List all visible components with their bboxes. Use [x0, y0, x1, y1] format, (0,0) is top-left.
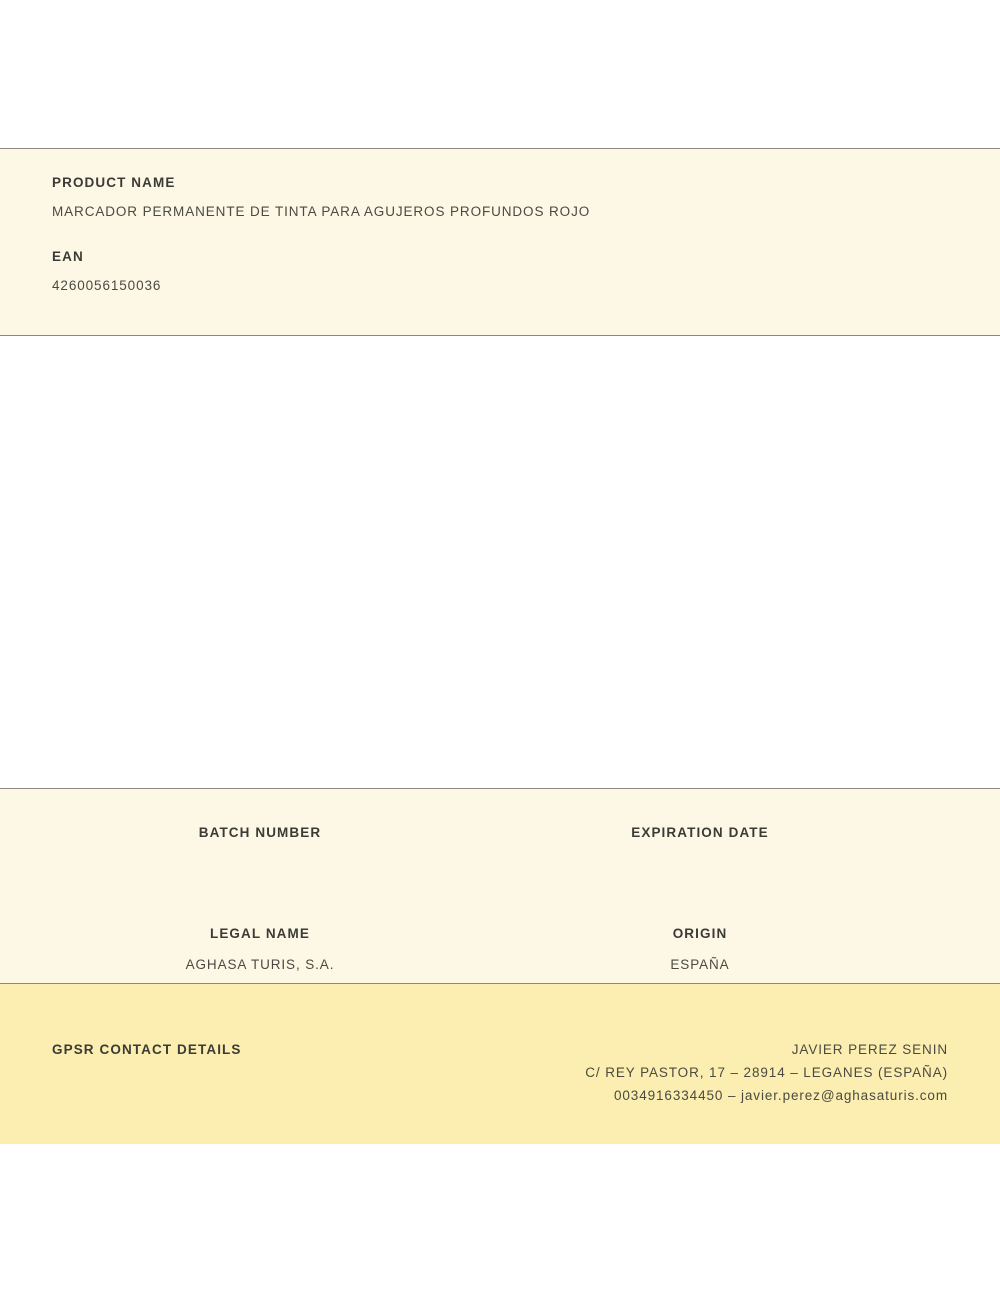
spacer	[52, 219, 948, 249]
expiration-date-column	[500, 825, 1000, 872]
batch-number-label: BATCH NUMBER	[198, 825, 322, 840]
product-name-value: MARCADOR PERMANENTE DE TINTA PARA AGUJEROS PROFUNDOS ROJO	[52, 204, 591, 219]
gpsr-contact-block	[0, 984, 1000, 1144]
product-info-inner	[0, 149, 1000, 293]
batch-number-value	[20, 856, 500, 872]
product-info-block	[0, 148, 1000, 336]
details-row-legal-origin	[0, 926, 1000, 973]
gpsr-contact-lines	[585, 1042, 948, 1103]
gpsr-contact-name: JAVIER PEREZ SENIN	[791, 1042, 948, 1057]
gpsr-contact-address: C/ REY PASTOR, 17 – 28914 – LEGANES (ESPAÑA)	[585, 1065, 948, 1080]
origin-value: ESPAÑA	[670, 957, 730, 972]
gpsr-contact-phone-email: 0034916334450 – javier.perez@aghasaturis.com	[613, 1088, 948, 1103]
expiration-date-value	[500, 856, 900, 872]
legal-name-value: AGHASA TURIS, S.A.	[185, 957, 335, 972]
batch-number-column	[0, 825, 500, 872]
ean-value: 4260056150036	[52, 278, 162, 293]
origin-label: ORIGIN	[672, 926, 728, 941]
gpsr-contact-title: GPSR CONTACT DETAILS	[52, 1042, 242, 1057]
details-row-batch-expiration	[0, 825, 1000, 872]
legal-name-column	[0, 926, 500, 973]
origin-column	[500, 926, 1000, 973]
expiration-date-label: EXPIRATION DATE	[631, 825, 769, 840]
product-details-block	[0, 788, 1000, 984]
blank-content-area	[0, 336, 1000, 788]
product-name-label: PRODUCT NAME	[52, 175, 176, 190]
ean-label: EAN	[52, 249, 84, 264]
legal-name-label: LEGAL NAME	[209, 926, 310, 941]
